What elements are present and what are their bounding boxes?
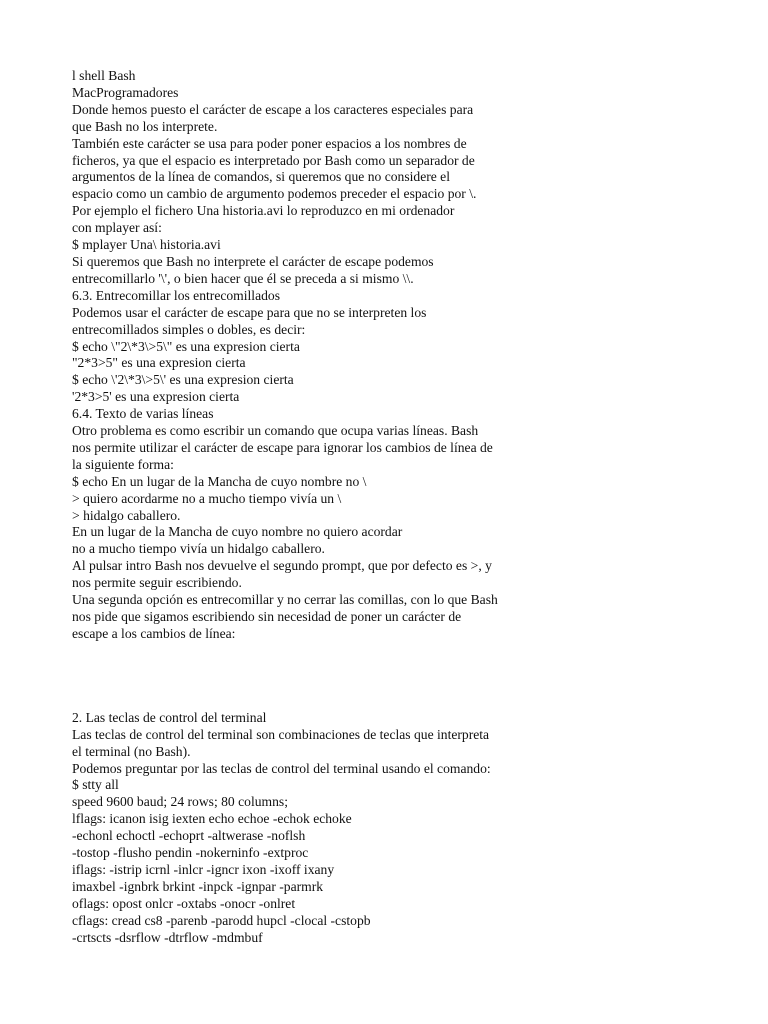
text-line: nos permite utilizar el carácter de escape para ignorar los cambios de línea de [72, 439, 493, 455]
text-line: l shell Bash [72, 68, 136, 83]
text-line: Si queremos que Bash no interprete el carácter de escape podemos [72, 253, 434, 269]
text-line: -tostop -flusho pendin -nokerninfo -extproc [72, 845, 309, 861]
text-line: $ echo \"2\*3\>5\" es una expresion cierta [72, 338, 300, 354]
text-line: entrecomillados simples o dobles, es decir: [72, 321, 306, 337]
text-line: que Bash no los interprete. [72, 118, 218, 134]
text-line: Las teclas de control del terminal son combinaciones de teclas que interpreta [72, 726, 490, 742]
text-line: "2*3>5" es una expresion cierta [72, 355, 246, 371]
text-line: También este carácter se usa para poder poner espacios a los nombres de [72, 135, 467, 151]
text-line: Por ejemplo el fichero Una historia.avi lo reproduzco en mi ordenador [72, 203, 455, 219]
text-block-terminal-control-keys [72, 710, 752, 947]
text-line: speed 9600 baud; 24 rows; 80 columns; [72, 794, 288, 810]
text-line: 6.3. Entrecomillar los entrecomillados [72, 287, 281, 303]
text-line: cflags: cread cs8 -parenb -parodd hupcl -clocal -cstopb [72, 912, 371, 928]
text-line: -echonl echoctl -echoprt -altwerase -noflsh [72, 828, 306, 844]
text-line: espacio como un cambio de argumento podemos preceder el espacio por \. [72, 186, 477, 202]
text-line: > hidalgo caballero. [72, 507, 181, 523]
text-block-escape-characters [72, 68, 752, 643]
text-line: la siguiente forma: [72, 456, 174, 472]
text-line: nos permite seguir escribiendo. [72, 575, 242, 591]
text-line: '2*3>5' es una expresion cierta [72, 389, 240, 405]
text-line: argumentos de la línea de comandos, si queremos que no considere el [72, 169, 450, 185]
text-line: ficheros, ya que el espacio es interpretado por Bash como un separador de [72, 152, 475, 168]
text-line: $ echo En un lugar de la Mancha de cuyo nombre no \ [72, 473, 367, 489]
text-line: entrecomillarlo '\', o bien hacer que él se preceda a si mismo \\. [72, 270, 414, 286]
text-line: Al pulsar intro Bash nos devuelve el segundo prompt, que por defecto es >, y [72, 558, 492, 574]
document-page [72, 68, 752, 947]
text-line: 2. Las teclas de control del terminal [72, 709, 267, 725]
text-line: oflags: opost onlcr -oxtabs -onocr -onlret [72, 895, 296, 911]
text-line: Podemos preguntar por las teclas de control del terminal usando el comando: [72, 760, 491, 776]
text-line: En un lugar de la Mancha de cuyo nombre no quiero acordar [72, 524, 403, 540]
text-line: > quiero acordarme no a mucho tiempo vivía un \ [72, 490, 342, 506]
text-line: Donde hemos puesto el carácter de escape a los caracteres especiales para [72, 101, 474, 117]
text-line: Una segunda opción es entrecomillar y no cerrar las comillas, con lo que Bash [72, 592, 498, 608]
text-line: -crtscts -dsrflow -dtrflow -mdmbuf [72, 929, 263, 945]
text-line: con mplayer así: [72, 220, 162, 236]
blank-gap [72, 643, 752, 710]
text-line: lflags: icanon isig iexten echo echoe -echok echoke [72, 811, 352, 827]
text-line: imaxbel -ignbrk brkint -inpck -ignpar -parmrk [72, 878, 324, 894]
text-line: escape a los cambios de línea: [72, 625, 236, 641]
text-line: Otro problema es como escribir un comando que ocupa varias líneas. Bash [72, 423, 479, 439]
text-line: no a mucho tiempo vivía un hidalgo caballero. [72, 541, 325, 557]
text-line: MacProgramadores [72, 84, 179, 100]
text-line: nos pide que sigamos escribiendo sin necesidad de poner un carácter de [72, 609, 462, 624]
text-line: 6.4. Texto de varias líneas [72, 406, 214, 422]
text-line: $ echo \'2\*3\>5\' es una expresion cierta [72, 372, 294, 388]
text-line: $ stty all [72, 777, 119, 793]
text-line: iflags: -istrip icrnl -inlcr -igncr ixon -ixoff ixany [72, 861, 335, 877]
text-line: Podemos usar el carácter de escape para que no se interpreten los [72, 304, 427, 320]
text-line: $ mplayer Una\ historia.avi [72, 237, 221, 253]
text-line: el terminal (no Bash). [72, 743, 191, 759]
